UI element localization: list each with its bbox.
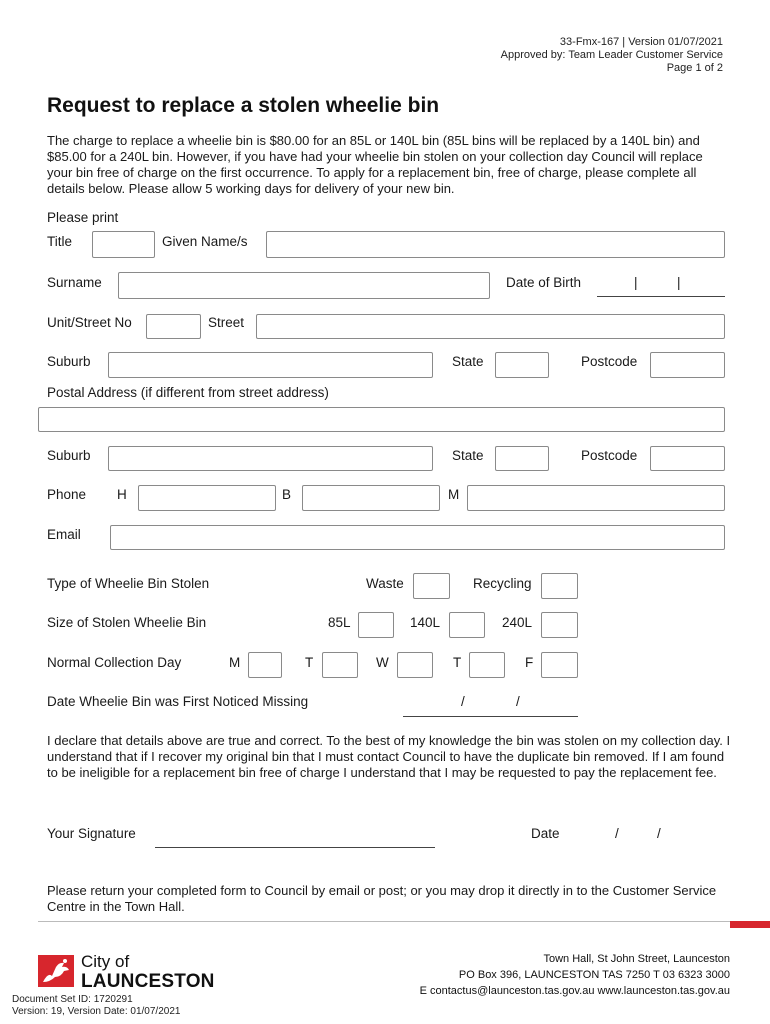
postcode-field[interactable] <box>650 352 725 378</box>
suburb-field[interactable] <box>108 352 433 378</box>
page-title: Request to replace a stolen wheelie bin <box>47 94 440 117</box>
day-thursday-label: T <box>453 655 462 670</box>
day-friday-checkbox[interactable] <box>541 652 578 678</box>
day-monday-label: M <box>229 655 241 670</box>
intro-paragraph: The charge to replace a wheelie bin is $80.00 for an 85L or 140L bin (85L bins will be replaced by a 140L bin) and $85.00 for a 240L bin. However, if you have had your wheelie bin stolen on your collection day Council will replace your bin free of charge on the first occurrence. To apply for a replacement bin, free of charge, please complete all details below. Please allow 5 working days for delivery of your new bin. <box>47 133 703 196</box>
document-set-id: Document Set ID: 1720291 <box>12 994 133 1005</box>
dob-label: Date of Birth <box>506 275 582 290</box>
please-print-label: Please print <box>47 210 119 225</box>
contact-email-web: E contactus@launceston.tas.gov.au www.launceston.tas.gov.au <box>419 985 730 997</box>
postal-address-field[interactable] <box>38 407 725 432</box>
title-field[interactable] <box>92 231 155 258</box>
dob-field[interactable] <box>597 296 725 297</box>
surname-label: Surname <box>47 275 102 290</box>
logo-city-of: City of <box>81 952 130 971</box>
day-tuesday-checkbox[interactable] <box>322 652 358 678</box>
unit-field[interactable] <box>146 314 201 339</box>
day-wednesday-checkbox[interactable] <box>397 652 433 678</box>
waste-label: Waste <box>366 576 404 591</box>
date-missing-separator: / <box>461 694 465 709</box>
phone-home-label: H <box>117 487 127 502</box>
contact-block <box>420 951 730 999</box>
postal-suburb-field[interactable] <box>108 446 433 471</box>
postal-state-field[interactable] <box>495 446 549 471</box>
street-label: Street <box>208 315 245 330</box>
size-140-label: 140L <box>410 615 441 630</box>
dob-separator: | <box>634 275 638 290</box>
form-code: 33-Fmx-167 | Version 01/07/2021 <box>559 36 723 48</box>
phone-home-field[interactable] <box>138 485 276 511</box>
title-label: Title <box>47 234 73 249</box>
phone-mobile-label: M <box>448 487 460 502</box>
page-number: Page 1 of 2 <box>666 62 723 74</box>
contact-address: Town Hall, St John Street, Launceston <box>543 953 730 965</box>
type-stolen-label: Type of Wheelie Bin Stolen <box>47 576 210 591</box>
size-140-checkbox[interactable] <box>449 612 485 638</box>
postal-postcode-field[interactable] <box>650 446 725 471</box>
postcode-label: Postcode <box>581 354 638 369</box>
signature-label: Your Signature <box>47 826 136 841</box>
size-85-label: 85L <box>328 615 351 630</box>
date-missing-label: Date Wheelie Bin was First Noticed Missing <box>47 694 309 709</box>
approved-by: Approved by: Team Leader Customer Service <box>500 49 723 61</box>
given-names-label: Given Name/s <box>162 234 248 249</box>
city-logo <box>38 952 215 993</box>
size-stolen-label: Size of Stolen Wheelie Bin <box>47 615 207 630</box>
size-240-checkbox[interactable] <box>541 612 578 638</box>
document-version: Version: 19, Version Date: 01/07/2021 <box>12 1006 181 1017</box>
email-label: Email <box>47 527 81 542</box>
return-note: Please return your completed form to Council by email or post; or you may drop it directly in to the Customer Service Centre in the Town Hall. <box>47 883 717 914</box>
recycling-label: Recycling <box>473 576 532 591</box>
date-missing-separator: / <box>516 694 520 709</box>
suburb-label: Suburb <box>47 354 91 369</box>
document-id-block <box>12 994 180 1018</box>
unit-label: Unit/Street No <box>47 315 132 330</box>
day-tuesday-label: T <box>305 655 314 670</box>
email-field[interactable] <box>110 525 725 550</box>
dob-separator: | <box>677 275 681 290</box>
signature-field[interactable] <box>155 847 435 848</box>
signature-date-separator: / <box>615 826 619 841</box>
day-wednesday-label: W <box>376 655 389 670</box>
logo-name: LAUNCESTON <box>81 971 215 992</box>
postal-suburb-label: Suburb <box>47 448 91 463</box>
state-field[interactable] <box>495 352 549 378</box>
declaration-paragraph: I declare that details above are true and correct. To the best of my knowledge the bin was stolen on my collection day. I understand that if I recover my original bin that I must contact Council to have the duplicate bin removed. If I am found to be ineligible for a replacement bin free of charge I understand that I may be requested to pay the replacement fee. <box>47 733 731 780</box>
contact-po-box: PO Box 396, LAUNCESTON TAS 7250 T 03 6323 3000 <box>458 969 730 981</box>
surname-field[interactable] <box>118 272 490 299</box>
recycling-checkbox[interactable] <box>541 573 578 599</box>
phone-business-label: B <box>282 487 292 502</box>
size-85-checkbox[interactable] <box>358 612 394 638</box>
phone-business-field[interactable] <box>302 485 440 511</box>
street-field[interactable] <box>256 314 725 339</box>
size-240-label: 240L <box>502 615 533 630</box>
signature-date-label: Date <box>531 826 560 841</box>
date-missing-field[interactable] <box>403 716 578 717</box>
phone-label: Phone <box>47 487 87 502</box>
footer-accent-bar <box>730 921 770 928</box>
postal-state-label: State <box>452 448 484 463</box>
phone-mobile-field[interactable] <box>467 485 725 511</box>
state-label: State <box>452 354 484 369</box>
day-thursday-checkbox[interactable] <box>469 652 505 678</box>
collection-day-label: Normal Collection Day <box>47 655 182 670</box>
given-names-field[interactable] <box>266 231 725 258</box>
footer-divider <box>38 921 770 922</box>
signature-date-separator: / <box>657 826 661 841</box>
day-friday-label: F <box>525 655 534 670</box>
postal-postcode-label: Postcode <box>581 448 638 463</box>
day-monday-checkbox[interactable] <box>248 652 282 678</box>
postal-address-label: Postal Address (if different from street address) <box>47 385 329 400</box>
city-crest-icon <box>38 955 74 987</box>
document-header <box>501 36 723 75</box>
waste-checkbox[interactable] <box>413 573 450 599</box>
